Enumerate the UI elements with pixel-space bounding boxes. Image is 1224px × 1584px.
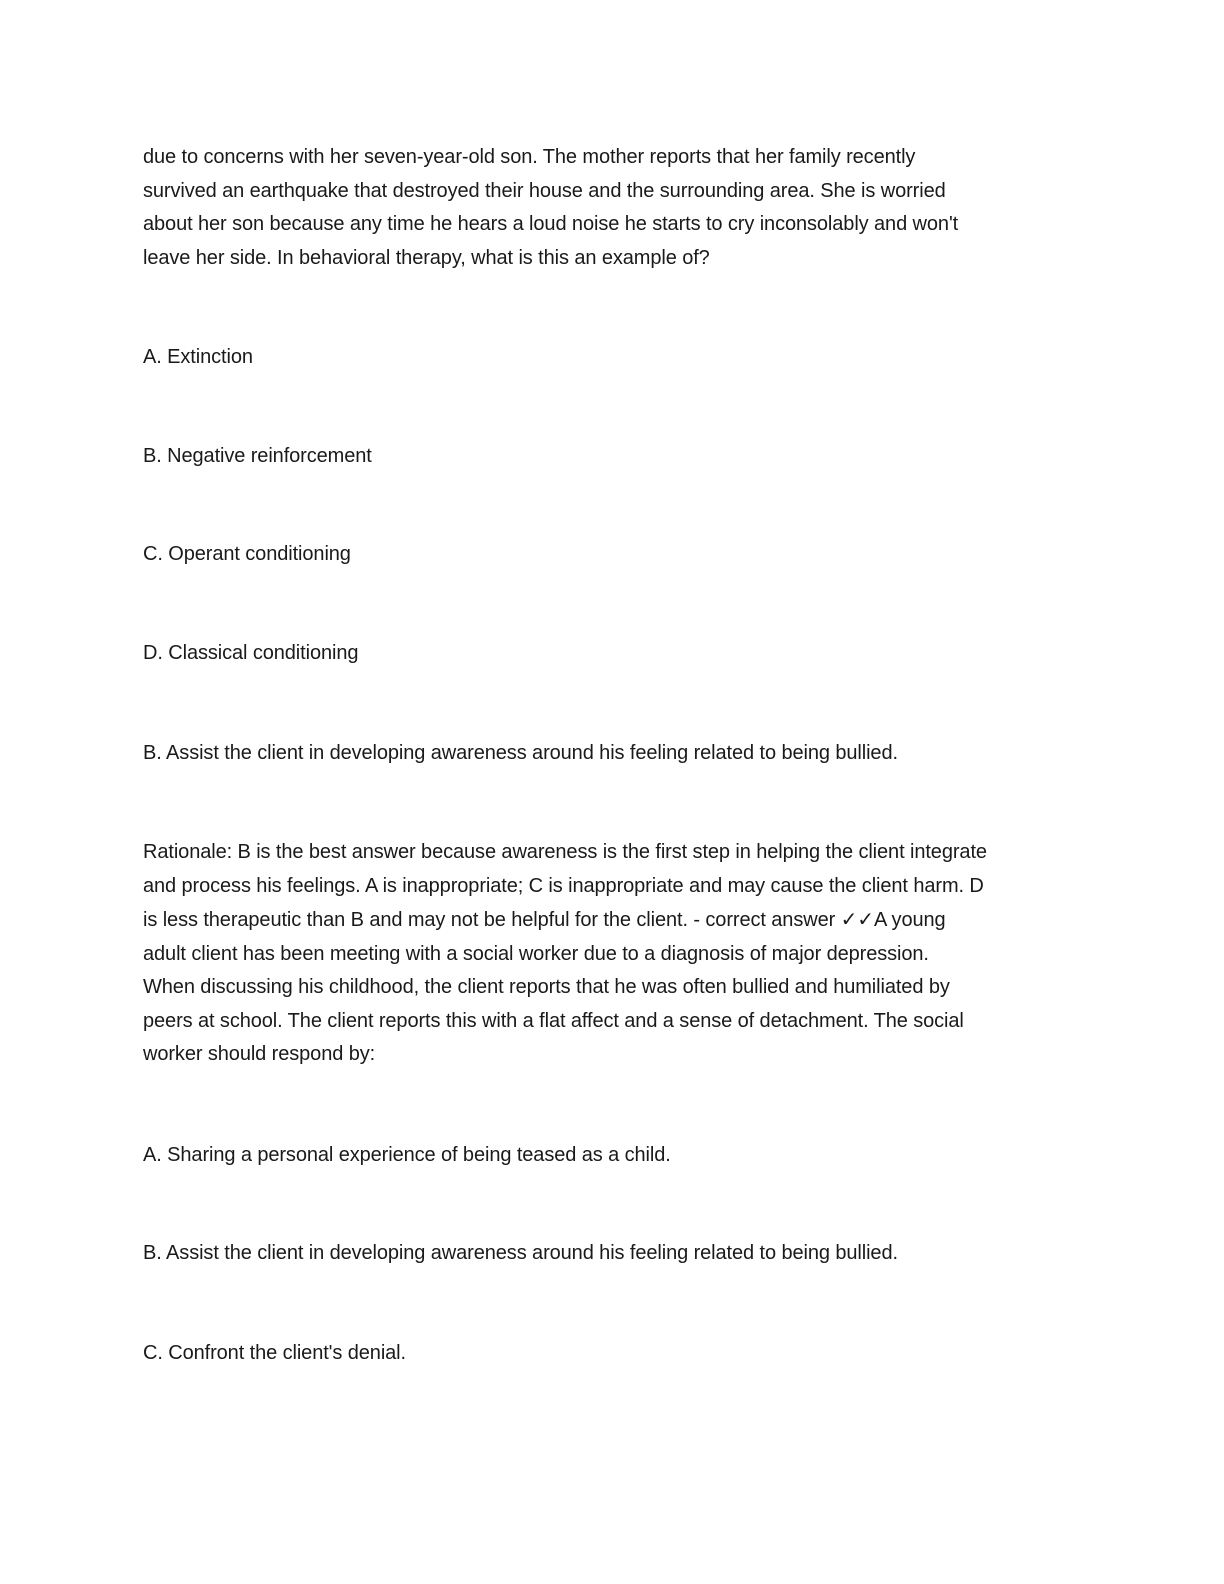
option-a-text: A. Extinction [143,346,253,368]
question-stem-line: survived an earthquake that destroyed their house and the surrounding area. She is worried [143,179,946,202]
option-d [143,637,1078,671]
option-c [143,1337,1078,1371]
rationale-line-text: A young [873,909,946,931]
answer-text: B. Assist the client in developing awareness around his feeling related to being bullied. [143,742,898,764]
answer-line [143,737,1078,771]
question-stem-line: peers at school. The client reports this with a flat affect and a sense of detachment. The social [143,1009,964,1032]
question-stem [143,141,1078,275]
option-b [143,1237,1078,1271]
rationale-line: and process his feelings. A is inappropriate; C is inappropriate and may cause the client harm. D [143,874,984,897]
question-stem-line: leave her side. In behavioral therapy, what is this an example of? [143,246,710,269]
question-stem-line: worker should respond by: [143,1043,376,1065]
rationale-line-text: is less therapeutic than B and may not be helpful for the client. - correct answer [143,909,841,931]
option-d-text: D. Classical conditioning [143,642,359,664]
question-stem-line: due to concerns with her seven-year-old son. The mother reports that her family recently [143,146,916,168]
option-a [143,1139,1078,1173]
check-mark-icon: ✓✓ [840,907,874,931]
question-stem-line: about her son because any time he hears a loud noise he starts to cry inconsolably and won't [143,213,959,235]
rationale-paragraph [143,836,1078,1072]
option-b-text: B. Assist the client in developing awareness around his feeling related to being bullied. [143,1242,898,1264]
option-a [143,341,1078,375]
rationale-line: Rationale: B is the best answer because awareness is the first step in helping the client integrate [143,841,987,863]
option-c [143,538,1078,572]
question-stem-line: adult client has been meeting with a social worker due to a diagnosis of major depression. [143,942,929,965]
question-stem-line: When discussing his childhood, the client reports that he was often bullied and humiliated by [143,976,950,998]
rationale-line [143,903,1078,938]
option-a-text: A. Sharing a personal experience of being teased as a child. [143,1144,671,1166]
option-c-text: C. Operant conditioning [143,543,351,565]
option-c-text: C. Confront the client's denial. [143,1342,406,1364]
option-b [143,440,1078,474]
option-b-text: B. Negative reinforcement [143,445,372,467]
